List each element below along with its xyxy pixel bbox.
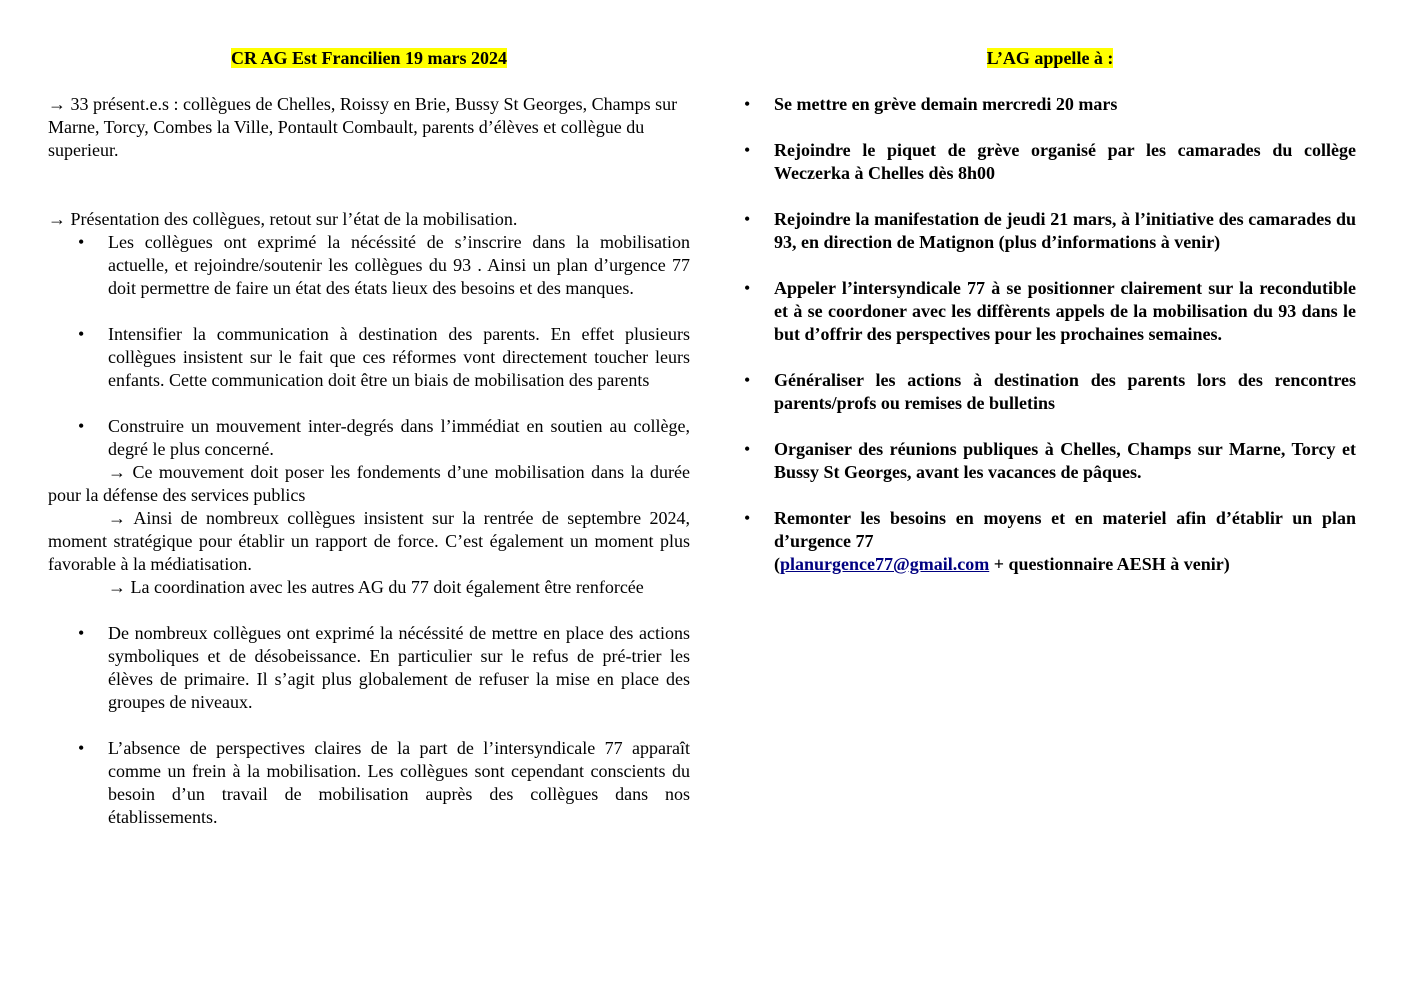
- list-item-text: Se mettre en grève demain mercredi 20 mars: [774, 94, 1118, 114]
- bullet-icon: •: [744, 439, 751, 459]
- right-column: [744, 47, 1356, 576]
- list-item: [48, 737, 690, 829]
- list-item-text: Rejoindre le piquet de grève organisé par les camarades du collège Weczerka à Chelles dès 8h00: [774, 140, 1356, 183]
- bullet-icon: •: [744, 508, 751, 528]
- list-item: [48, 415, 690, 461]
- right-title: L’AG appelle à :: [986, 48, 1114, 68]
- list-item-text: Organiser des réunions publiques à Chelles, Champs sur Marne, Torcy et Bussy St Georges, avant les vacances de pâques.: [774, 439, 1356, 482]
- email-suffix: + questionnaire AESH à venir): [989, 554, 1230, 574]
- bullet-icon: •: [744, 209, 751, 229]
- right-bullet-list: [744, 93, 1356, 576]
- bullet-icon: •: [744, 370, 751, 390]
- presentation-paragraph: → Présentation des collègues, retout sur l’état de la mobilisation.: [48, 209, 518, 229]
- bullet-icon: •: [744, 140, 751, 160]
- list-item-text: Construire un mouvement inter-degrés dans l’immédiat en soutien au collège, degré le plus concerné.: [108, 416, 690, 459]
- bullet-icon: •: [744, 278, 751, 298]
- bullet-icon: •: [78, 738, 85, 758]
- list-item-text: Les collègues ont exprimé la nécéssité de s’inscrire dans la mobilisation actuelle, et rejoindre/soutenir les collègues du 93 . Ainsi un plan d’urgence 77 doit permettre de faire un état des états lieux des besoins et des manques.: [108, 232, 690, 298]
- paren-open: (: [774, 554, 780, 574]
- bullet-icon: •: [78, 324, 85, 344]
- list-item: [744, 277, 1356, 346]
- list-item: [48, 323, 690, 392]
- list-item: [744, 139, 1356, 185]
- left-title-wrap: [48, 47, 690, 70]
- sub-point: → Ainsi de nombreux collègues insistent sur la rentrée de septembre 2024, moment stratégique pour établir un rapport de force. C’est également un moment plus favorable à la médiatisation.: [48, 508, 690, 574]
- list-item-text: L’absence de perspectives claires de la part de l’intersyndicale 77 apparaît comme un frein à la mobilisation. Les collègues sont cependant conscients du besoin d’un travail de mobilisation auprès des collègues dans nos établissements.: [108, 738, 690, 827]
- bullet-icon: •: [78, 623, 85, 643]
- email-link[interactable]: planurgence77@gmail.com: [780, 554, 990, 574]
- list-item: [744, 438, 1356, 484]
- list-item: [744, 507, 1356, 576]
- list-item-text: Intensifier la communication à destination des parents. En effet plusieurs collègues insistent sur le fait que ces réformes vont directement toucher leurs enfants. Cette communication doit être un biais de mobilisation des parents: [108, 324, 690, 390]
- list-item-text: Généraliser les actions à destination des parents lors des rencontres parents/profs ou remises de bulletins: [774, 370, 1356, 413]
- list-item-text: De nombreux collègues ont exprimé la nécéssité de mettre en place des actions symboliques et de désobeissance. En particulier sur le refus de pré-trier les élèves de primaire. Il s’agit plus globalement de refuser la mise en place des groupes de niveaux.: [108, 623, 690, 712]
- right-title-wrap: [744, 47, 1356, 70]
- bullet-icon: •: [744, 94, 751, 114]
- list-item: [744, 369, 1356, 415]
- sub-point: → La coordination avec les autres AG du 77 doit également être renforcée: [108, 577, 644, 597]
- left-bullet-list-2: [48, 622, 690, 829]
- left-column: [48, 47, 690, 829]
- sub-point: → Ce mouvement doit poser les fondements d’une mobilisation dans la durée pour la défense des services publics: [48, 462, 690, 505]
- list-item-text: Appeler l’intersyndicale 77 à se positionner clairement sur la recondutible et à se coordoner avec les diffèrents appels de la mobilisation du 93 dans le but d’offrir des perspectives pour les prochaines semaines.: [774, 278, 1356, 344]
- bullet-icon: •: [78, 416, 85, 436]
- list-item-text: Rejoindre la manifestation de jeudi 21 mars, à l’initiative des camarades du 93, en direction de Matignon (plus d’informations à venir): [774, 209, 1356, 252]
- list-item: [48, 622, 690, 714]
- left-bullet-list-1: [48, 231, 690, 461]
- list-item: [48, 231, 690, 300]
- bullet-icon: •: [78, 232, 85, 252]
- list-item: [744, 208, 1356, 254]
- list-item-text: Remonter les besoins en moyens et en materiel afin d’établir un plan d’urgence 77: [774, 508, 1356, 551]
- attendance-paragraph: → 33 présent.e.s : collègues de Chelles, Roissy en Brie, Bussy St Georges, Champs sur Marne, Torcy, Combes la Ville, Pontault Combault, parents d’élèves et collègue du superieur.: [48, 94, 678, 160]
- list-item: [744, 93, 1356, 116]
- left-title: CR AG Est Francilien 19 mars 2024: [231, 48, 507, 68]
